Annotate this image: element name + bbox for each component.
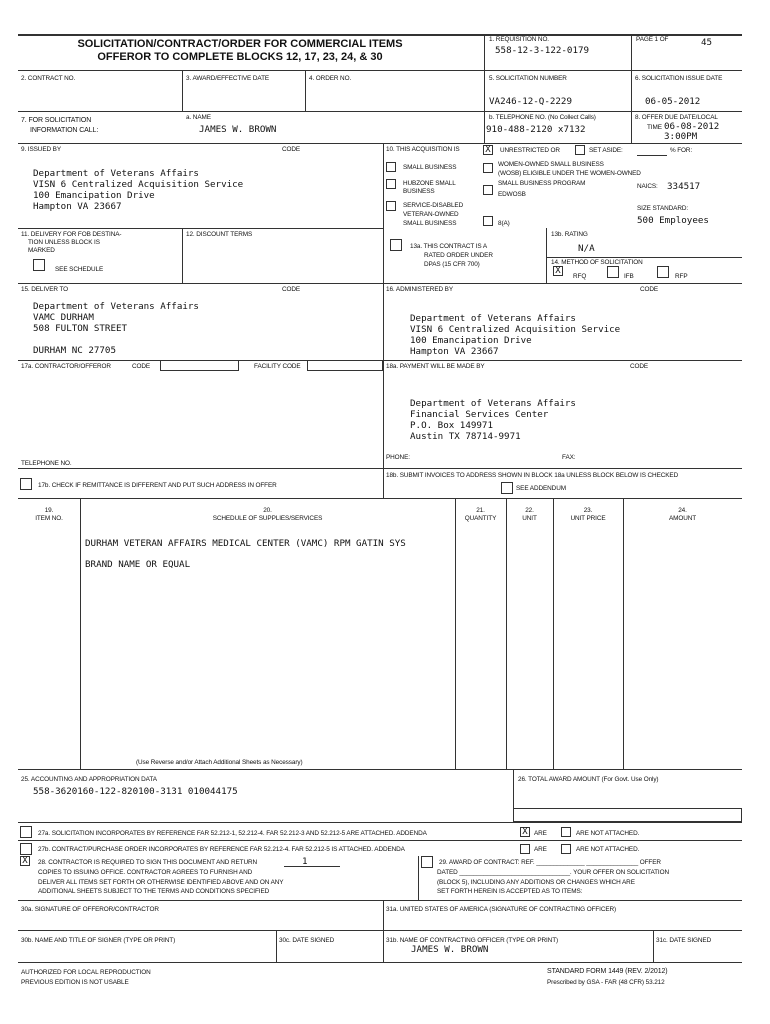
rule	[623, 498, 624, 769]
rfp-label: RFP	[675, 273, 688, 280]
29-line4: SET FORTH HEREIN IS ACCEPTED AS TO ITEMS:	[437, 888, 583, 895]
fob-label: 11. DELIVERY FOR FOB DESTINA-	[21, 231, 122, 238]
small-business-label: SMALL BUSINESS	[403, 164, 457, 171]
rule	[18, 840, 742, 841]
eight-a-checkbox[interactable]	[483, 216, 493, 226]
27a-are-label: ARE	[534, 830, 547, 837]
schedule-line-2: BRAND NAME OR EQUAL	[85, 559, 191, 570]
28-line4: ADDITIONAL SHEETS SUBJECT TO THE TERMS AND CONDITIONS SPECIFIED	[38, 888, 270, 895]
footer-right-2: Prescribed by GSA - FAR (48 CFR) 53.212	[547, 979, 665, 986]
see-schedule-checkbox[interactable]	[33, 259, 45, 271]
29-checkbox[interactable]	[421, 856, 433, 868]
eight-a-label: 8(A)	[498, 220, 510, 227]
col-amount: AMOUNT	[668, 515, 697, 522]
total-award-label: 26. TOTAL AWARD AMOUNT (For Govt. Use Only)	[518, 776, 659, 783]
deliver-to-code-label: CODE	[282, 286, 301, 293]
col-unit-price: UNIT PRICE	[570, 515, 606, 522]
remittance-label: 17b. CHECK IF REMITTANCE IS DIFFERENT AND PUT SUCH ADDRESS IN OFFER	[38, 482, 277, 489]
issue-date-label: 6. SOLICITATION ISSUE DATE	[635, 75, 723, 82]
issue-date-value: 06-05-2012	[645, 96, 701, 107]
27a-checkbox[interactable]	[20, 826, 32, 838]
telephone-label: b. TELEPHONE NO. (No Collect Calls)	[489, 114, 596, 121]
contact-name-label: a. NAME	[186, 114, 211, 121]
27b-are-not-checkbox[interactable]	[561, 844, 571, 854]
solicitation-method-label: 14. METHOD OF SOLICITATION	[551, 259, 643, 266]
col-quantity: QUANTITY	[464, 515, 497, 522]
requisition-label: 1. REQUISITION NO.	[489, 36, 549, 43]
sdvosb-label: SERVICE-DISABLED	[403, 202, 464, 209]
footer-left-1: AUTHORIZED FOR LOCAL REPRODUCTION	[21, 969, 151, 976]
administered-by-code-label: CODE	[640, 286, 659, 293]
payment-phone-label: PHONE:	[386, 454, 410, 461]
col-amount-num: 24.	[678, 507, 687, 514]
wosb-label-3: SMALL BUSINESS PROGRAM	[498, 180, 586, 187]
contract-no-label: 2. CONTRACT NO.	[21, 75, 76, 82]
award-date-label: 3. AWARD/EFFECTIVE DATE	[186, 75, 270, 82]
solicitation-number-value: VA246-12-Q-2229	[489, 96, 572, 107]
rule	[18, 468, 742, 469]
rule	[80, 498, 81, 769]
rule	[553, 498, 554, 769]
fob-label-2: TION UNLESS BLOCK IS	[28, 239, 100, 246]
co-name-value: JAMES W. BROWN	[411, 944, 489, 955]
rfq-checkbox[interactable]: X	[553, 266, 563, 276]
rule	[383, 900, 384, 962]
issued-by-address: Department of Veterans Affairs VISN 6 Centralized Acquisition Service 100 Emancipation Drive Hampton VA 23667	[33, 168, 244, 212]
rfp-checkbox[interactable]	[657, 266, 669, 278]
schedule-line-1: DURHAM VETERAN AFFAIRS MEDICAL CENTER (VAMC) RPM GATIN SYS	[85, 538, 406, 549]
col-unit-num: 22.	[525, 507, 534, 514]
percent-blank	[637, 155, 667, 156]
fob-label-3: MARKED	[28, 247, 55, 254]
footer-right-1: STANDARD FORM 1449 (REV. 2/2012)	[547, 968, 668, 975]
payment-label: 18a. PAYMENT WILL BE MADE BY	[386, 363, 485, 370]
28-line3: DELIVER ALL ITEMS SET FORTH OR OTHERWISE IDENTIFIED ABOVE AND ON ANY	[38, 879, 284, 886]
hubzone-label-2: BUSINESS	[403, 188, 435, 195]
order-no-label: 4. ORDER NO.	[309, 75, 352, 82]
issued-by-code-label: CODE	[282, 146, 301, 153]
rule	[418, 856, 419, 900]
rating-value: N/A	[578, 243, 595, 254]
unrestricted-checkbox[interactable]: X	[483, 145, 493, 155]
facility-code-field[interactable]	[307, 360, 383, 371]
29-line2: DATED ________________________________. YOUR OFFER ON SOLICITATION	[437, 869, 669, 876]
payment-code-label: CODE	[630, 363, 649, 370]
ifb-checkbox[interactable]	[607, 266, 619, 278]
wosb-label: WOMEN-OWNED SMALL BUSINESS	[498, 161, 604, 168]
offer-due-date: 06-08-2012	[664, 121, 720, 132]
offeror-signature-label: 30a. SIGNATURE OF OFFEROR/CONTRACTOR	[21, 906, 159, 913]
edwosb-checkbox[interactable]	[483, 185, 493, 195]
wosb-checkbox[interactable]	[483, 163, 493, 173]
hubzone-checkbox[interactable]	[386, 179, 396, 189]
set-aside-checkbox[interactable]	[575, 145, 585, 155]
naics-value: 334517	[667, 181, 701, 192]
28-copies: 1	[302, 856, 308, 867]
col-schedule: SCHEDULE OF SUPPLIES/SERVICES	[212, 515, 323, 522]
rated-order-label-2: RATED ORDER UNDER	[424, 252, 493, 259]
small-business-checkbox[interactable]	[386, 162, 396, 172]
col-unit: UNIT	[522, 515, 537, 522]
offer-due-time: 3:00PM	[664, 131, 698, 142]
co-name-label: 31b. NAME OF CONTRACTING OFFICER (TYPE OR PRINT)	[386, 937, 559, 944]
solicitation-number-label: 5. SOLICITATION NUMBER	[489, 75, 567, 82]
total-award-field[interactable]	[513, 808, 742, 822]
contractor-code-label: CODE	[132, 363, 151, 370]
27a-are-not-label: ARE NOT ATTACHED.	[576, 830, 640, 837]
hubzone-label: HUBZONE SMALL	[403, 180, 456, 187]
rule	[182, 228, 183, 283]
facility-code-label: FACILITY CODE	[254, 363, 301, 370]
rule	[305, 70, 306, 111]
27a-are-not-checkbox[interactable]	[561, 827, 571, 837]
wosb-label-2: (WOSB) ELIGIBLE UNDER THE WOMEN-OWNED	[498, 170, 641, 177]
co-signature-label: 31a. UNITED STATES OF AMERICA (SIGNATURE OF CONTRACTING OFFICER)	[386, 906, 617, 913]
rated-order-label-3: DPAS (15 CFR 700)	[424, 261, 480, 268]
page-total: 45	[701, 37, 713, 48]
naics-label: NAICS:	[637, 183, 658, 190]
rule	[18, 34, 742, 36]
acquisition-label: 10. THIS ACQUISITION IS	[386, 146, 460, 153]
29-line3: (BLOCK 5), INCLUDING ANY ADDITIONS OR CHANGES WHICH ARE	[437, 879, 635, 886]
27b-are-not-label: ARE NOT ATTACHED.	[576, 846, 640, 853]
rule	[18, 900, 742, 901]
deliver-to-label: 15. DELIVER TO	[21, 286, 69, 293]
contractor-telephone-label: TELEPHONE NO.	[21, 460, 72, 467]
copies-blank	[284, 866, 340, 867]
rule	[18, 822, 742, 823]
rule	[484, 34, 485, 143]
page-label: PAGE 1 OF	[636, 36, 669, 43]
rule	[182, 70, 183, 111]
sdvosb-checkbox[interactable]	[386, 201, 396, 211]
27b-text: 27b. CONTRACT/PURCHASE ORDER INCORPORATES BY REFERENCE FAR 52.212-4. FAR 52.212-5 IS ATTACHED. ADDENDA	[38, 846, 405, 853]
rule	[18, 111, 742, 112]
rule	[18, 70, 742, 71]
form-title-line2: OFFEROR TO COMPLETE BLOCKS 12, 17, 23, 24, & 30	[97, 51, 383, 63]
col-item-no-num: 19.	[44, 507, 54, 514]
issued-by-label: 9. ISSUED BY	[21, 146, 61, 153]
payment-address: Department of Veterans Affairs Financial Services Center P.O. Box 149971 Austin TX 78714-9971	[410, 398, 576, 442]
rated-order-label: 13a. THIS CONTRACT IS A	[410, 243, 488, 250]
remittance-checkbox[interactable]	[20, 478, 32, 490]
28-checkbox[interactable]: X	[20, 856, 30, 866]
requisition-value: 558-12-3-122-0179	[495, 45, 590, 56]
contact-name-value: JAMES W. BROWN	[199, 124, 277, 135]
see-schedule-label: SEE SCHEDULE	[55, 266, 104, 273]
27b-checkbox[interactable]	[20, 843, 32, 855]
rule	[653, 930, 654, 962]
28-line2: COPIES TO ISSUING OFFICE. CONTRACTOR AGREES TO FURNISH AND	[38, 869, 253, 876]
27a-text: 27a. SOLICITATION INCORPORATES BY REFERENCE FAR 52.212-1, 52.212-4. FAR 52.212-3 AND 52.212-5 ARE ATTACHED. ADDENDA	[38, 830, 427, 837]
rule	[18, 283, 742, 284]
unrestricted-label: UNRESTRICTED OR	[500, 147, 560, 154]
edwosb-label: EDWOSB	[498, 191, 526, 198]
see-addendum-checkbox[interactable]	[501, 482, 513, 494]
29-line1: 29. AWARD OF CONTRACT: REF. ______________ _______________ OFFER	[439, 859, 661, 866]
contractor-code-field[interactable]	[160, 360, 239, 371]
accounting-value: 558-3620160-122-820100-3131 010044175	[33, 786, 238, 797]
rated-order-checkbox[interactable]	[390, 239, 402, 251]
27b-are-checkbox[interactable]	[520, 844, 530, 854]
rule	[383, 143, 384, 498]
rule	[546, 257, 742, 258]
form-title-line1: SOLICITATION/CONTRACT/ORDER FOR COMMERCIAL ITEMS	[77, 38, 403, 50]
schedule-note: (Use Reverse and/or Attach Additional Sheets as Necessary)	[136, 759, 303, 766]
col-item-no: ITEM NO.	[35, 515, 63, 522]
rule	[546, 228, 547, 283]
info-call-label: 7. FOR SOLICITATION	[21, 117, 92, 124]
col-quantity-num: 21.	[476, 507, 485, 514]
27a-are-checkbox[interactable]: X	[520, 827, 530, 837]
rating-label: 13b. RATING	[551, 231, 588, 238]
sdvosb-label-3: SMALL BUSINESS	[403, 220, 457, 227]
size-standard-value: 500 Employees	[637, 215, 709, 226]
rule	[18, 962, 742, 963]
see-addendum-label: SEE ADDENDUM	[516, 485, 566, 492]
deliver-to-address: Department of Veterans Affairs VAMC DURHAM 508 FULTON STREET DURHAM NC 27705	[33, 301, 199, 356]
sdvosb-label-2: VETERAN-OWNED	[403, 211, 459, 218]
rule	[18, 769, 742, 770]
rule	[276, 930, 277, 962]
administered-by-label: 16. ADMINISTERED BY	[386, 286, 453, 293]
payment-fax-label: FAX:	[562, 454, 576, 461]
administered-by-address: Department of Veterans Affairs VISN 6 Centralized Acquisition Service 100 Emancipation Drive Hampton VA 23667	[410, 313, 621, 357]
ifb-label: IFB	[624, 273, 634, 280]
percent-label: % FOR:	[670, 147, 693, 154]
contractor-label: 17a. CONTRACTOR/OFFEROR	[21, 363, 111, 370]
offer-due-label: 8. OFFER DUE DATE/LOCAL	[635, 114, 718, 121]
accounting-label: 25. ACCOUNTING AND APPROPRIATION DATA	[21, 776, 157, 783]
invoice-label: 18b. SUBMIT INVOICES TO ADDRESS SHOWN IN BLOCK 18a UNLESS BLOCK BELOW IS CHECKED	[386, 472, 679, 479]
rule	[18, 228, 383, 229]
discount-terms-label: 12. DISCOUNT TERMS	[186, 231, 253, 238]
27b-are-label: ARE	[534, 846, 547, 853]
28-line1: 28. CONTRACTOR IS REQUIRED TO SIGN THIS DOCUMENT AND RETURN	[38, 859, 257, 866]
rfq-label: RFQ	[573, 273, 587, 280]
rule	[631, 34, 632, 143]
info-call-label-2: INFORMATION CALL:	[30, 127, 99, 134]
offeror-date-label: 30c. DATE SIGNED	[279, 937, 335, 944]
signer-name-label: 30b. NAME AND TITLE OF SIGNER (TYPE OR PRINT)	[21, 937, 176, 944]
col-unit-price-num: 23.	[583, 507, 593, 514]
set-aside-label: SET ASIDE:	[589, 147, 623, 154]
rule	[18, 143, 742, 144]
offer-due-time-label: TIME	[647, 124, 662, 131]
rule	[506, 498, 507, 769]
size-standard-label: SIZE STANDARD:	[637, 205, 689, 212]
telephone-value: 910-488-2120 x7132	[486, 124, 586, 135]
rule	[18, 498, 742, 499]
col-schedule-num: 20.	[263, 507, 272, 514]
footer-left-2: PREVIOUS EDITION IS NOT USABLE	[21, 979, 129, 986]
co-date-label: 31c. DATE SIGNED	[656, 937, 712, 944]
rule	[455, 498, 456, 769]
rule	[18, 930, 742, 931]
